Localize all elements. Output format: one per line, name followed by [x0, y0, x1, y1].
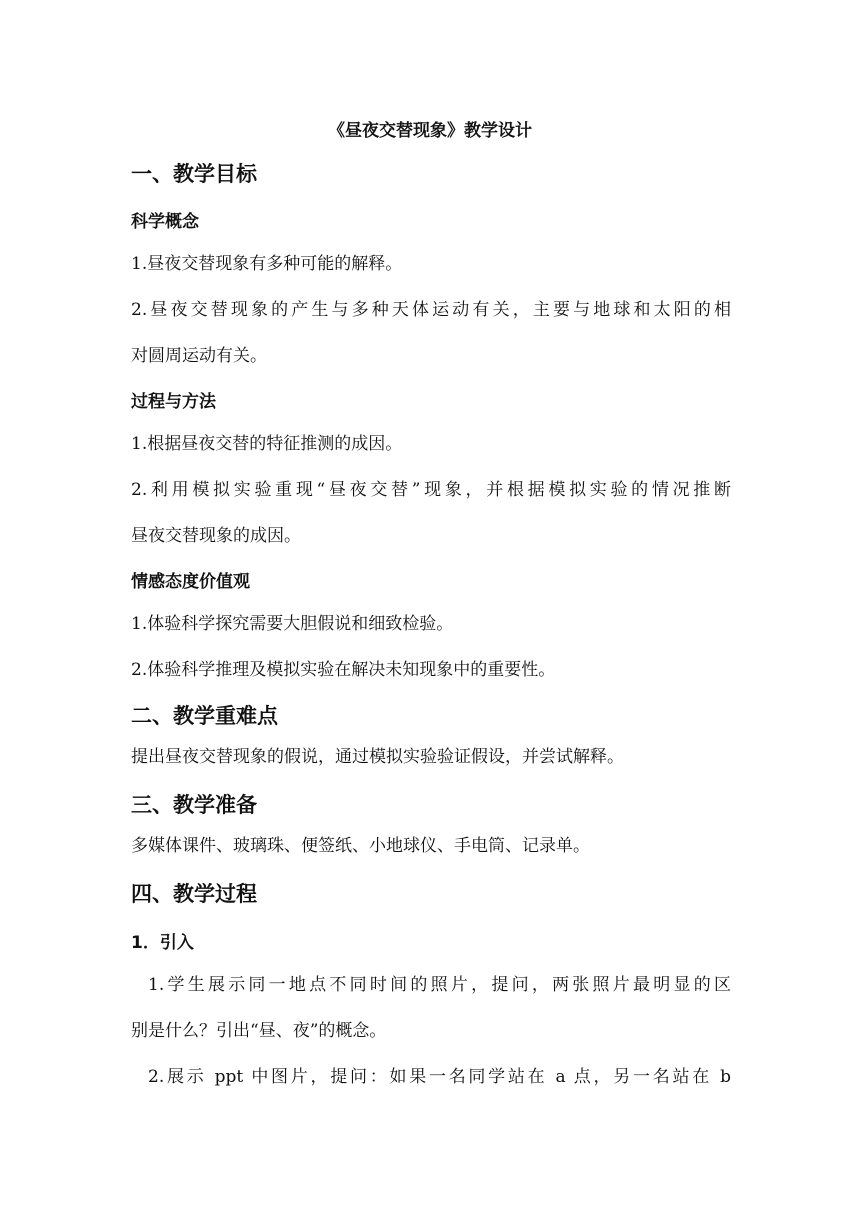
section-heading-preparation: 三、教学准备	[131, 793, 257, 817]
section-heading-objectives: 一、教学目标	[131, 162, 257, 186]
paragraph-line: 1.学生展示同一地点不同时间的照片，提问，两张照片最明显的区	[148, 975, 731, 995]
paragraph-line: 1.根据昼夜交替的特征推测的成因。	[131, 434, 403, 454]
paragraph-line: 昼夜交替现象的成因。	[131, 526, 301, 546]
subheading-emotions-values: 情感态度价值观	[131, 572, 250, 592]
paragraph-line: 2.展示 ppt 中图片，提问：如果一名同学站在 a 点，另一名站在 b	[148, 1067, 731, 1087]
paragraph-line: 2.昼夜交替现象的产生与多种天体运动有关，主要与地球和太阳的相	[131, 300, 731, 320]
subheading-process-methods: 过程与方法	[131, 392, 216, 412]
paragraph-line: 提出昼夜交替现象的假说，通过模拟实验验证假设，并尝试解释。	[131, 747, 624, 767]
section-heading-process: 四、教学过程	[131, 882, 257, 906]
paragraph-line: 1.体验科学探究需要大胆假说和细致检验。	[131, 614, 454, 634]
document-title: 《昼夜交替现象》教学设计	[328, 121, 532, 141]
paragraph-line: 对圆周运动有关。	[131, 346, 267, 366]
paragraph-line: 1.昼夜交替现象有多种可能的解释。	[131, 254, 403, 274]
paragraph-line: 别是什么？引出“昼、夜”的概念。	[131, 1021, 387, 1041]
subheading-science-concepts: 科学概念	[131, 212, 199, 232]
paragraph-line: 2.体验科学推理及模拟实验在解决未知现象中的重要性。	[131, 660, 556, 680]
subheading-introduction: 1．引入	[131, 933, 194, 953]
paragraph-line: 多媒体课件、玻璃珠、便签纸、小地球仪、手电筒、记录单。	[131, 836, 590, 856]
section-heading-key-points: 二、教学重难点	[131, 704, 278, 728]
paragraph-line: 2.利用模拟实验重现“昼夜交替”现象，并根据模拟实验的情况推断	[131, 480, 731, 500]
